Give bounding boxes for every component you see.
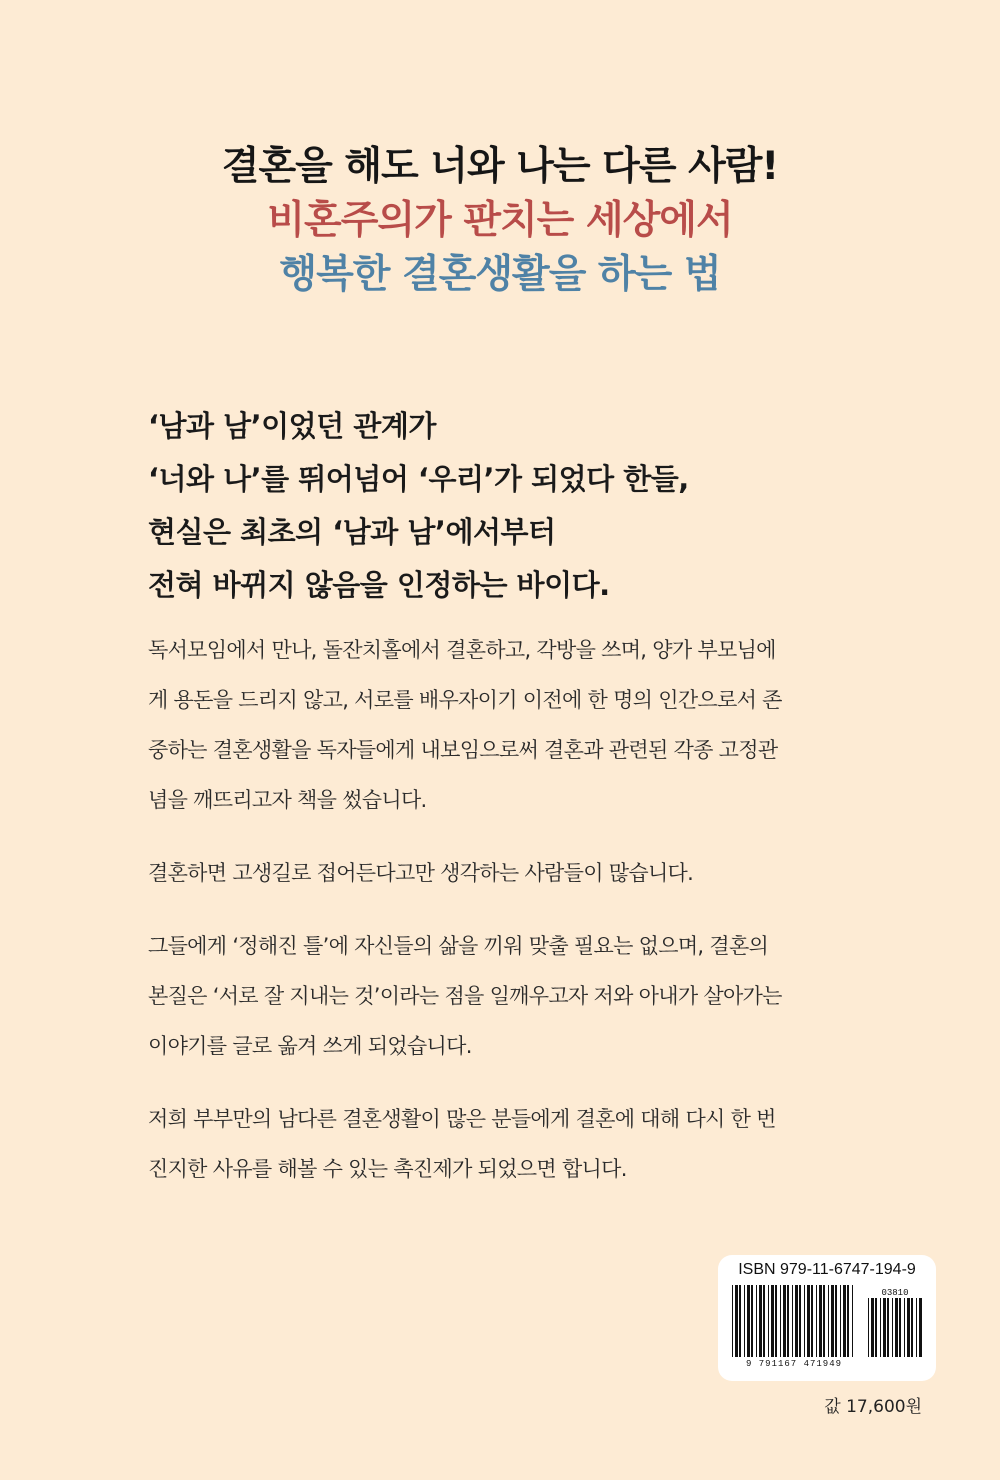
barcode-bar: [744, 1285, 745, 1357]
barcode-addon-digits: 03810: [881, 1288, 909, 1298]
body-line: 중하는 결혼생활을 독자들에게 내보임으로써 결혼과 관련된 각종 고정관: [148, 738, 778, 762]
barcode-bar: [828, 1285, 829, 1357]
barcode-bar: [795, 1285, 798, 1357]
quote-line: ‘남과 남’이었던 관계가: [148, 409, 436, 443]
barcode-bar: [751, 1285, 753, 1357]
barcode-bar: [843, 1285, 846, 1357]
barcode-bar: [799, 1285, 801, 1357]
barcode-panel: [718, 1255, 936, 1381]
barcode-bar: [739, 1285, 741, 1357]
barcode-bar: [807, 1285, 810, 1357]
barcode-bar: [868, 1298, 869, 1357]
headline-line-2: 비혼주의가 판치는 세상에서: [267, 198, 733, 243]
barcode-bar: [783, 1285, 786, 1357]
barcode-bar: [780, 1285, 781, 1357]
quote-line: ‘너와 나’를 뛰어넘어 ‘우리’가 되었다 한들,: [148, 462, 689, 496]
barcode-bar: [831, 1285, 834, 1357]
barcode-bar: [895, 1298, 898, 1357]
barcode-bar: [904, 1298, 905, 1357]
barcode-bar: [756, 1285, 757, 1357]
barcode-bar: [899, 1298, 901, 1357]
paragraph-1: [148, 625, 860, 825]
headline-line-3: 행복한 결혼생활을 하는 법: [279, 252, 721, 297]
barcode-bar: [819, 1285, 822, 1357]
barcode-bar: [823, 1285, 825, 1357]
headline-line-1: 결혼을 해도 너와 나는 다른 사람!: [221, 144, 779, 189]
paragraph-2: [148, 848, 860, 898]
quote-line: 전혀 바뀌지 않음을 인정하는 바이다.: [148, 568, 610, 602]
isbn-label: ISBN 979-11-6747-194-9: [738, 1261, 916, 1278]
barcode-bar: [883, 1298, 886, 1357]
barcode-bar: [775, 1285, 777, 1357]
quote-line: 현실은 최초의 ‘남과 남’에서부터: [148, 515, 556, 549]
body-text: [148, 625, 860, 1217]
body-line: 그들에게 ‘정해진 틀’에 자신들의 삶을 끼워 맞출 필요는 없으며, 결혼의: [148, 934, 769, 958]
paragraph-4: [148, 1094, 860, 1194]
barcode-bar: [759, 1285, 762, 1357]
barcode-bar: [919, 1298, 922, 1357]
barcode-bar: [792, 1285, 793, 1357]
barcode-bar: [768, 1285, 769, 1357]
body-line: 결혼하면 고생길로 접어든다고만 생각하는 사람들이 많습니다.: [148, 861, 694, 885]
barcode-bar: [907, 1298, 910, 1357]
barcode-bar: [840, 1285, 841, 1357]
body-line: 념을 깨뜨리고자 책을 썼습니다.: [148, 788, 427, 812]
body-line: 진지한 사유를 해볼 수 있는 촉진제가 되었으면 합니다.: [148, 1157, 627, 1181]
barcode-bar: [804, 1285, 805, 1357]
barcode-bar: [847, 1285, 849, 1357]
barcode-bar: [787, 1285, 789, 1357]
pull-quote: [148, 400, 868, 612]
barcode-bar: [852, 1285, 853, 1357]
barcode-bar: [735, 1285, 738, 1357]
barcode-bar: [732, 1285, 733, 1357]
barcode-bar: [880, 1298, 881, 1357]
body-line: 게 용돈을 드리지 않고, 서로를 배우자이기 이전에 한 명의 인간으로서 존: [148, 688, 782, 712]
barcode-bar: [811, 1285, 813, 1357]
barcode-bar: [911, 1298, 913, 1357]
barcode-bar: [875, 1298, 877, 1357]
body-line: 저희 부부만의 남다른 결혼생활이 많은 분들에게 결혼에 대해 다시 한 번: [148, 1107, 776, 1131]
barcode-bar: [771, 1285, 774, 1357]
barcode-bar: [887, 1298, 889, 1357]
paragraph-3: [148, 921, 860, 1071]
barcode-icon: [730, 1285, 924, 1369]
price-label: 값 17,600원: [824, 1397, 922, 1417]
barcode-bar: [916, 1298, 917, 1357]
barcode-bar: [763, 1285, 765, 1357]
barcode-bar: [871, 1298, 874, 1357]
body-line: 독서모임에서 만나, 돌잔치홀에서 결혼하고, 각방을 쓰며, 양가 부모님에: [148, 638, 776, 662]
barcode-bar: [747, 1285, 750, 1357]
body-line: 이야기를 글로 옮겨 쓰게 되었습니다.: [148, 1034, 472, 1058]
barcode-bar: [835, 1285, 837, 1357]
barcode-bar: [892, 1298, 893, 1357]
barcode-main-digits: 9 791167 471949: [745, 1359, 843, 1369]
barcode-bar: [816, 1285, 817, 1357]
body-line: 본질은 ‘서로 잘 지내는 것’이라는 점을 일깨우고자 저와 아내가 살아가는: [148, 984, 782, 1008]
headline: [0, 140, 1000, 302]
